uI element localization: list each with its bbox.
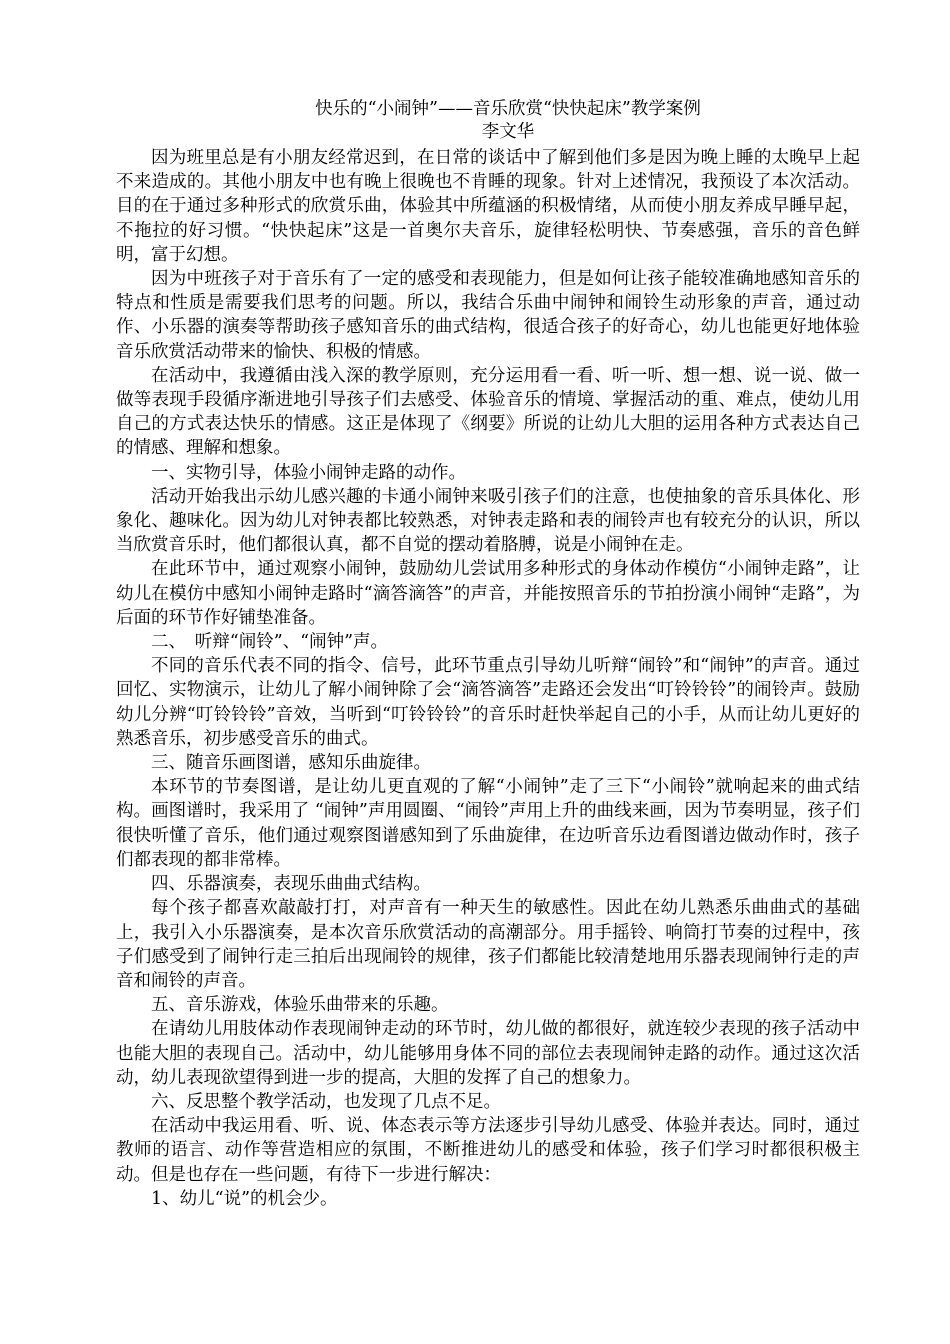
section-heading-3: 三、随音乐画图谱，感知乐曲旋律。: [151, 753, 431, 774]
paragraph-section-2: 不同的音乐代表不同的指令、信号，此环节重点引导幼儿听辩“闹铃”和“闹钟”的声音。通过回忆、实物演示，让幼儿了解小闹钟除了会“滴答滴答”走路还会发出“叮铃铃铃”的闹铃声。鼓励幼儿分辨“叮铃铃铃”音效，当听到“叮铃铃铃”的音乐时赶快举起自己的小手，从而让幼儿更好的熟悉音乐，初步感受音乐的曲式。: [116, 656, 860, 749]
section-heading-6: 六、反思整个教学活动，也发现了几点不足。: [151, 1091, 501, 1112]
paragraph-section-3: 本环节的节奏图谱，是让幼儿更直观的了解“小闹钟”走了三下“小闹铃”就响起来的曲式结构。画图谱时，我采用了 “闹钟”声用圆圈、“闹铃”声用上升的曲线来画，因为节奏明显，孩子们很快听懂了音乐，他们通过观察图谱感知到了乐曲旋律，在边听音乐边看图谱边做动作时，孩子们都表现的都非常棒。: [116, 777, 860, 870]
section-heading-5: 五、音乐游戏，体验乐曲带来的乐趣。: [151, 995, 449, 1016]
paragraph-section-1a: 活动开始我出示幼儿感兴趣的卡通小闹钟来吸引孩子们的注意，也使抽象的音乐具体化、形象化、趣味化。因为幼儿对钟表都比较熟悉，对钟表走路和表的闹铃声也有较充分的认识，所以当欣赏音乐时，他们都很认真，都不自觉的摆动着胳膊，说是小闹钟在走。: [116, 486, 860, 556]
paragraph-section-1b: 在此环节中，通过观察小闹钟，鼓励幼儿尝试用多种形式的身体动作模仿“小闹钟走路”，让幼儿在模仿中感知小闹钟走路时“滴答滴答”的声音，并能按照音乐的节拍扮演小闹钟“走路”，为后面的环节作好铺垫准备。: [116, 559, 860, 628]
document-author: 李文华: [481, 122, 535, 142]
paragraph-section-5: 在请幼儿用肢体动作表现闹钟走动的环节时，幼儿做的都很好，就连较少表现的孩子活动中也能大胆的表现自己。活动中，幼儿能够用身体不同的部位去表现闹钟走路的动作。通过这次活动，幼儿表现欲望得到进一步的提高，大胆的发挥了自己的想象力。: [116, 1019, 860, 1088]
document-title: 快乐的“小闹钟”——音乐欣赏“快快起床”教学案例: [315, 99, 701, 119]
paragraph-rationale: 因为中班孩子对于音乐有了一定的感受和表现能力，但是如何让孩子能较准确地感知音乐的特点和性质是需要我们思考的问题。所以，我结合乐曲中闹钟和闹铃生动形象的声音，通过动作、小乐器的演奏等帮助孩子感知音乐的曲式结构，很适合孩子的好奇心，幼儿也能更好地体验音乐欣赏活动带来的愉快、积极的情感。: [116, 269, 860, 362]
paragraph-section-6: 在活动中我运用看、听、说、体态表示等方法逐步引导幼儿感受、体验并表达。同时，通过教师的语言、动作等营造相应的氛围，不断推进幼儿的感受和体验，孩子们学习时都很积极主动。但是也存在一些问题，有待下一步进行解决：: [116, 1116, 860, 1185]
paragraph-intro: 因为班里总是有小朋友经常迟到，在日常的谈话中了解到他们多是因为晚上睡的太晚早上起不来造成的。其他小朋友中也有晚上很晚也不肯睡的现象。针对上述情况，我预设了本次活动。目的在于通过多种形式的欣赏乐曲，体验其中所蕴涵的积极情绪，从而使小朋友养成早睡早起，不拖拉的好习惯。“快快起床”这是一首奥尔夫音乐，旋律轻松明快、节奏感强，音乐的音色鲜明，富于幻想。: [116, 148, 860, 265]
paragraph-section-4: 每个孩子都喜欢敲敲打打，对声音有一种天生的敏感性。因此在幼儿熟悉乐曲曲式的基础上，我引入小乐器演奏，是本次音乐欣赏活动的高潮部分。用手摇铃、响筒打节奏的过程中，孩子们感受到了闹钟行走三拍后出现闹铃的规律，孩子们都能比较清楚地用乐器表现闹钟行走的声音和闹铃的声音。: [116, 898, 860, 991]
section-heading-4: 四、乐器演奏，表现乐曲曲式结构。: [151, 874, 431, 895]
section-heading-1: 一、实物引导，体验小闹钟走路的动作。: [151, 462, 466, 483]
document-page: [116, 98, 860, 1211]
section-heading-2: 二、 听辩“闹铃”、“闹钟”声。: [151, 632, 389, 653]
list-item-1: 1、幼儿“说”的机会少。: [151, 1188, 338, 1209]
paragraph-principles: 在活动中，我遵循由浅入深的教学原则，充分运用看一看、听一听、想一想、说一说、做一做等表现手段循序渐进地引导孩子们去感受、体验音乐的情境、掌握活动的重、难点，使幼儿用自己的方式表达快乐的情感。这正是体现了《纲要》所说的让幼儿大胆的运用各种方式表达自己的情感、理解和想象。: [116, 365, 860, 459]
